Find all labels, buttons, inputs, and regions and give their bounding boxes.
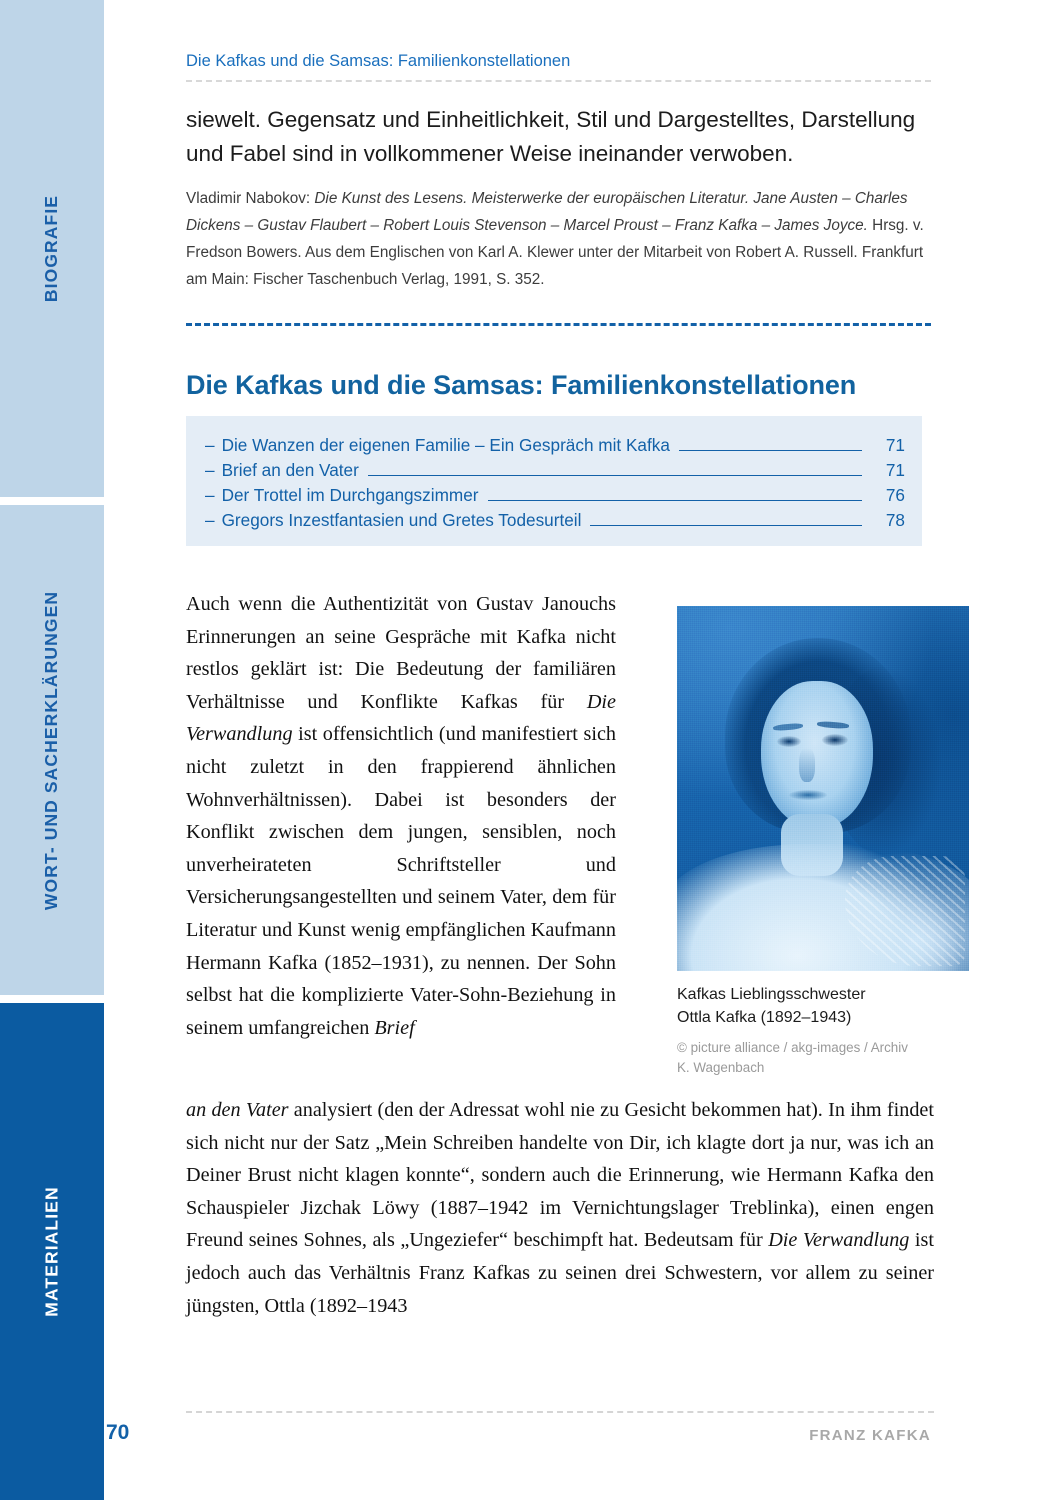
body-italic-an-den-vater: an den Vater <box>186 1099 289 1121</box>
body-text-part-1: Auch wenn die Authentizität von Gustav Janouchs Erinnerungen an seine Gespräche mit Kafka nicht restlos geklärt ist: Die Bedeutung der familiären Verhältnisse und Konflikte Kafkas für <box>186 593 616 713</box>
figure <box>677 606 969 1078</box>
table-of-contents-box <box>186 416 922 546</box>
figure-caption-line-2: Ottla Kafka (1892–1943) <box>677 1008 852 1026</box>
sidebar-tab-biografie[interactable] <box>0 0 104 497</box>
portrait-photo <box>677 606 969 971</box>
body-italic-brief: Brief <box>374 1016 415 1039</box>
toc-item-page: 78 <box>885 510 905 530</box>
figure-credit <box>677 1038 969 1078</box>
sidebar-tab-biografie-label: BIOGRAFIE <box>41 194 62 303</box>
body-text-part-2: ist offensichtlich (und manifestiert sich nicht zuletzt in den frappierend ähnlichen Wohnverhältnissen). Dabei ist besonders der Konflikt zwischen dem jungen, sensiblen, noch unverheirateten Schriftsteller und Versicherungsangestellten und seinem Vater, dem für Literatur und Kunst wenig empfänglichen Kaufmann Hermann Kafka (1852–1931), zu nennen. Der Sohn selbst hat die komplizierte Vater-Sohn-Beziehung in seinem umfangreichen <box>186 723 616 1039</box>
page-content <box>106 0 934 1500</box>
list-item[interactable] <box>205 483 905 508</box>
sidebar-tab-wort-und-sacherklaerungen[interactable] <box>0 505 104 995</box>
photo-grain-texture <box>677 606 969 971</box>
table-of-contents-list <box>205 433 905 533</box>
toc-item-page: 76 <box>885 485 905 505</box>
list-item[interactable] <box>205 458 905 483</box>
page-title: Die Kafkas und die Samsas: Familienkonstellationen <box>186 370 857 401</box>
section-divider <box>186 323 931 326</box>
page-number: 70 <box>106 1421 130 1444</box>
footer-book-title: FRANZ KAFKA <box>809 1427 931 1444</box>
toc-item-title: Die Wanzen der eigenen Familie – Ein Gespräch mit Kafka <box>221 435 670 455</box>
body-text-column <box>186 588 616 1044</box>
figure-credit-line-1: © picture alliance / akg-images / Archiv <box>677 1040 908 1055</box>
source-citation <box>186 185 931 293</box>
toc-item-title: Der Trottel im Durchgangszimmer <box>221 485 479 505</box>
sidebar-tab-materialien[interactable] <box>0 1003 104 1500</box>
toc-item-title: Gregors Inzestfantasien und Gretes Todesurteil <box>221 510 582 530</box>
figure-credit-line-2: K. Wagenbach <box>677 1060 765 1075</box>
body-italic-die-verwandlung: Die Verwandlung <box>186 690 616 746</box>
toc-leader-line <box>488 500 863 501</box>
sidebar-tab-wort-und-sacherklaerungen-label: WORT- UND SACHERKLÄRUNGEN <box>41 590 62 910</box>
toc-item-page: 71 <box>885 435 905 455</box>
citation-work-title: Die Kunst des Lesens. Meisterwerke der europäischen Literatur. Jane Austen – Charles Dickens – Gustav Flaubert – Robert Louis Stevenson – Marcel Proust – Franz Kafka – James Joyce. <box>186 190 908 234</box>
section-tabs-sidebar <box>0 0 120 1500</box>
citation-author: Vladimir Nabokov: <box>186 190 315 207</box>
body-text-part-4: ist jedoch auch das Verhältnis Franz Kafkas zu seinen drei Schwestern, vor allem zu seiner jüngsten, Ottla (1892–1943 <box>186 1229 934 1317</box>
figure-caption-line-1: Kafkas Lieblingsschwester <box>677 986 866 1003</box>
toc-item-page: 71 <box>885 460 905 480</box>
sidebar-tab-materialien-label: MATERIALIEN <box>41 1186 62 1317</box>
footer-divider <box>186 1411 934 1413</box>
body-text-full-width <box>186 1094 934 1322</box>
toc-item-title: Brief an den Vater <box>221 460 359 480</box>
figure-caption <box>677 984 969 1029</box>
running-head: Die Kafkas und die Samsas: Familienkonstellationen <box>186 52 571 70</box>
toc-dash-icon: – <box>205 485 215 505</box>
list-item[interactable] <box>205 508 905 533</box>
lead-paragraph: siewelt. Gegensatz und Einheitlichkeit, Stil und Dargestelltes, Darstellung und Fabel sind in vollkommener Weise ineinander verwoben. <box>186 107 916 166</box>
toc-leader-line <box>590 525 862 526</box>
toc-dash-icon: – <box>205 435 215 455</box>
toc-leader-line <box>679 450 862 451</box>
citation-rest: Hrsg. v. Fredson Bowers. Aus dem Englischen von Karl A. Klewer unter der Mitarbeit von Robert A. Russell. Frankfurt am Main: Fischer Taschenbuch Verlag, 1991, S. 352. <box>186 217 924 288</box>
toc-dash-icon: – <box>205 460 215 480</box>
toc-dash-icon: – <box>205 510 215 530</box>
header-divider <box>186 80 931 82</box>
list-item[interactable] <box>205 433 905 458</box>
body-text-part-3: analysiert (den der Adressat wohl nie zu Gesicht bekommen hat). In ihm findet sich nicht nur der Satz „Mein Schreiben handelte von Dir, ich klagte dort ja nur, was ich an Deiner Brust nicht klagen konnte“, sondern auch die Erinnerung, wie Hermann Kafka den Schauspieler Jizchak Löwy (1887–1942 im Vernichtungslager Treblinka), einen engen Freund seines Sohnes, als „Ungeziefer“ beschimpft hat. Bedeutsam für <box>186 1099 934 1252</box>
body-italic-die-verwandlung-2: Die Verwandlung <box>768 1229 910 1252</box>
toc-leader-line <box>368 475 862 476</box>
